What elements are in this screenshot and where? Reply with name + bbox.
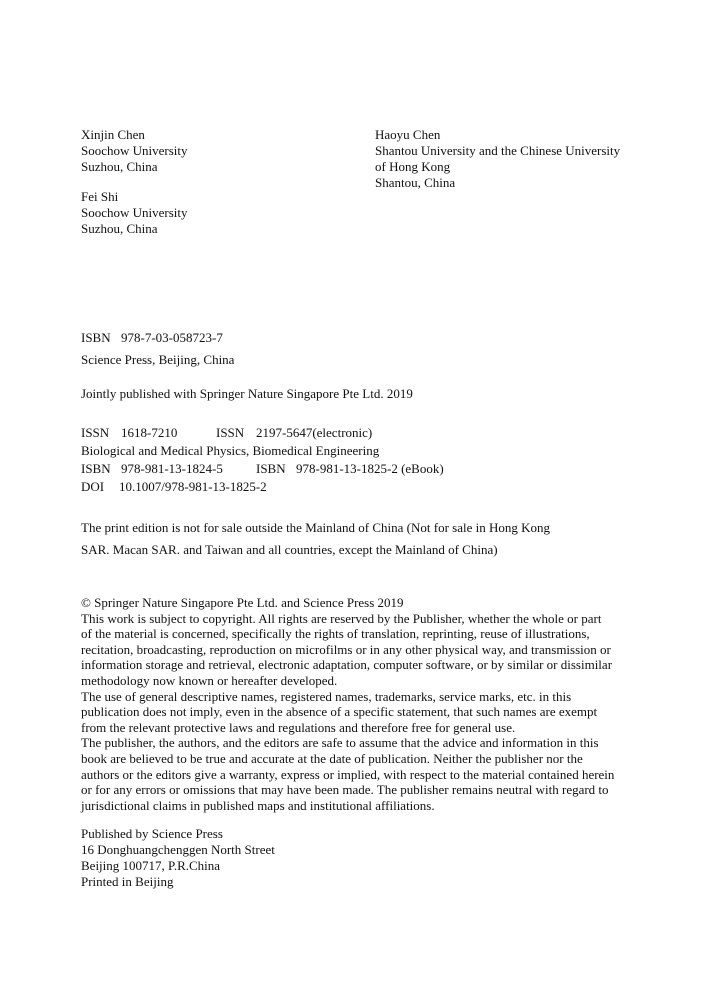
- published-by-address: 16 Donghuangchenggen North Street: [81, 842, 275, 857]
- isbn-value: 978-7-03-058723-7: [121, 330, 223, 345]
- published-by-city: Beijing 100717, P.R.China: [81, 858, 221, 873]
- science-press-block: [81, 329, 234, 369]
- copyright-paragraph-1: [81, 611, 639, 689]
- issn-label: ISSN: [81, 425, 110, 440]
- copyright-text-line: The use of general descriptive names, registered names, trademarks, service marks, etc. in this: [81, 688, 572, 704]
- doi-line: [81, 478, 444, 496]
- author-fei-shi: [81, 189, 188, 237]
- copyright-text-line: of the material is concerned, specifically the rights of translation, reprinting, reuse of illustrations,: [81, 626, 590, 642]
- isbn-label: ISBN: [81, 330, 111, 345]
- sale-notice-line: The print edition is not for sale outside the Mainland of China (Not for sale in Hong Kong: [81, 520, 550, 535]
- copyright-text-line: jurisdictional claims in published maps and institutional affiliations.: [81, 797, 435, 813]
- isbn-ebook: 978-981-13-1825-2 (eBook): [296, 461, 444, 476]
- isbn-label-ebook: ISBN: [256, 461, 286, 476]
- joint-publication: [81, 385, 413, 403]
- series-name: Biological and Medical Physics, Biomedical Engineering: [81, 443, 380, 458]
- sale-notice: [81, 517, 550, 561]
- copyright-text-line: authors or the editors give a warranty, express or implied, with respect to the material contained herein: [81, 766, 615, 782]
- author-location: Suzhou, China: [81, 159, 158, 174]
- issn-electronic: 2197-5647(electronic): [256, 425, 373, 440]
- author-haoyu-chen: [375, 127, 620, 191]
- author-name: Xinjin Chen: [81, 127, 145, 142]
- copyright-text-line: This work is subject to copyright. All rights are reserved by the Publisher, whether the whole or part: [81, 610, 602, 626]
- copyright-text-line: recitation, broadcasting, reproduction on microfilms or in any other physical way, and transmission or: [81, 641, 611, 657]
- sale-notice-line: SAR. Macan SAR. and Taiwan and all countries, except the Mainland of China): [81, 542, 498, 557]
- author-affiliation: Soochow University: [81, 143, 188, 158]
- joint-publication-text: Jointly published with Springer Nature Singapore Pte Ltd. 2019: [81, 386, 413, 401]
- copyright-text-line: from the relevant protective laws and regulations and therefore free for general use.: [81, 719, 516, 735]
- author-location: Suzhou, China: [81, 221, 158, 236]
- author-name: Fei Shi: [81, 189, 119, 204]
- isbn-label: ISBN: [81, 461, 111, 476]
- issn-line: [81, 424, 444, 442]
- author-xinjin-chen: [81, 127, 188, 175]
- copyright-paragraph-3: [81, 735, 639, 813]
- published-by-line: Published by Science Press: [81, 826, 223, 841]
- issn-label-electronic: ISSN: [216, 425, 245, 440]
- copyright-text-line: The publisher, the authors, and the editors are safe to assume that the advice and information in this: [81, 735, 599, 751]
- author-affiliation: Soochow University: [81, 205, 188, 220]
- copyright-block: [81, 595, 639, 813]
- doi-value: 10.1007/978-981-13-1825-2: [119, 479, 267, 494]
- printed-in: Printed in Beijing: [81, 874, 174, 889]
- copyright-line: © Springer Nature Singapore Pte Ltd. and Science Press 2019: [81, 595, 404, 610]
- science-press-publisher: Science Press, Beijing, China: [81, 352, 235, 367]
- copyright-text-line: publication does not imply, even in the absence of a specific statement, that such names are exempt: [81, 704, 598, 720]
- copyright-text-line: methodology now known or hereafter developed.: [81, 672, 338, 688]
- science-press-isbn: [81, 329, 234, 347]
- issn-print: 1618-7210: [121, 425, 178, 440]
- series-identifiers: [81, 424, 444, 496]
- published-by-block: [81, 826, 275, 890]
- author-location: Shantou, China: [375, 175, 456, 190]
- doi-label: DOI: [81, 479, 105, 494]
- author-affiliation-cont: of Hong Kong: [375, 159, 451, 174]
- copyright-text-line: book are believed to be true and accurate at the date of publication. Neither the publisher nor the: [81, 750, 583, 766]
- author-affiliation: Shantou University and the Chinese University: [375, 143, 621, 158]
- isbn-line: [81, 460, 444, 478]
- copyright-text-line: information storage and retrieval, electronic adaptation, computer software, or by similar or dissimilar: [81, 657, 613, 673]
- author-name: Haoyu Chen: [375, 127, 441, 142]
- copyright-paragraph-2: [81, 689, 639, 736]
- copyright-text-line: or for any errors or omissions that may have been made. The publisher remains neutral with regard to: [81, 782, 609, 798]
- isbn-print: 978-981-13-1824-5: [121, 461, 223, 476]
